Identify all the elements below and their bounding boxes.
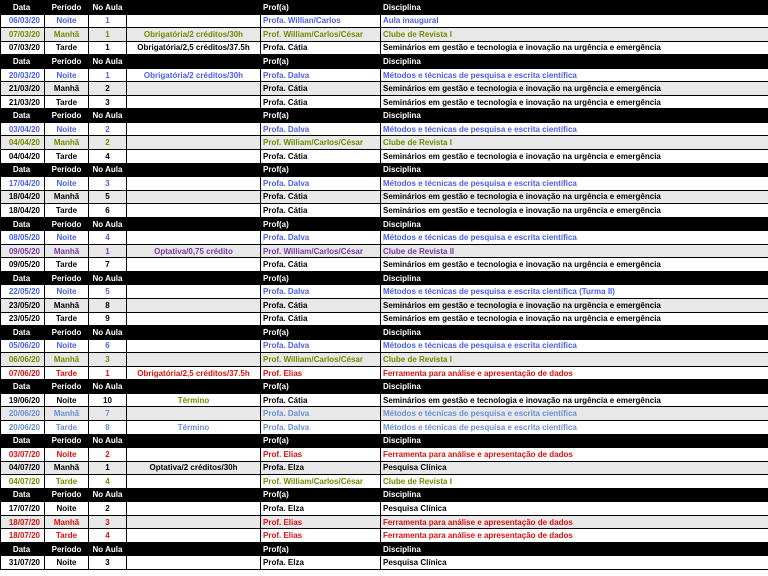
period-cell: Manhã [45,461,89,475]
header-period-cell: Período [45,271,89,285]
period-cell: Noite [45,177,89,191]
table-row [1,95,768,109]
header-notes-cell [127,542,261,556]
professor-cell: Profa. Cátia [261,258,381,272]
discipline-cell: Clube de Revista II [381,244,768,258]
header-professor-cell: Prof(a) [261,326,381,340]
header-date-cell: Data [1,434,45,448]
date-cell: 23/05/20 [1,312,45,326]
header-period-cell: Período [45,434,89,448]
header-discipline-cell: Disciplina [381,55,768,69]
date-cell: 18/07/20 [1,529,45,543]
class-number-cell: 8 [89,420,127,434]
header-discipline-cell: Disciplina [381,109,768,123]
header-row [1,380,768,394]
table-row [1,177,768,191]
table-row [1,122,768,136]
header-discipline-cell: Disciplina [381,271,768,285]
professor-cell: Prof. Elias [261,448,381,462]
date-cell: 04/07/20 [1,475,45,489]
class-number-cell: 1 [89,41,127,55]
header-date-cell: Data [1,109,45,123]
professor-cell: Profa. Dalva [261,231,381,245]
header-row [1,1,768,15]
header-notes-cell [127,163,261,177]
notes-cell [127,529,261,543]
header-discipline-cell: Disciplina [381,380,768,394]
date-cell: 04/04/20 [1,150,45,164]
table-row [1,204,768,218]
header-row [1,326,768,340]
date-cell: 23/05/20 [1,299,45,313]
notes-cell: Obrigatória/2 créditos/30h [127,68,261,82]
discipline-cell: Pesquisa Clínica [381,502,768,516]
date-cell: 07/03/20 [1,28,45,42]
professor-cell: Profa. Elza [261,556,381,570]
professor-cell: Profa. Cátia [261,204,381,218]
professor-cell: Profa. Dalva [261,68,381,82]
period-cell: Tarde [45,420,89,434]
class-number-cell: 10 [89,393,127,407]
class-number-cell: 2 [89,122,127,136]
header-period-cell: Período [45,542,89,556]
header-row [1,542,768,556]
notes-cell [127,258,261,272]
header-row [1,217,768,231]
header-notes-cell [127,488,261,502]
date-cell: 06/06/20 [1,353,45,367]
table-row [1,136,768,150]
header-period-cell: Período [45,380,89,394]
discipline-cell: Clube de Revista I [381,136,768,150]
class-number-cell: 2 [89,448,127,462]
header-notes-cell [127,109,261,123]
table-row [1,244,768,258]
notes-cell [127,353,261,367]
header-date-cell: Data [1,163,45,177]
class-number-cell: 4 [89,231,127,245]
class-number-cell: 4 [89,475,127,489]
notes-cell [127,95,261,109]
professor-cell: Prof. William/Carlos/César [261,28,381,42]
header-notes-cell [127,55,261,69]
discipline-cell: Pesquisa Clínica [381,556,768,570]
class-number-cell: 7 [89,407,127,421]
table-row [1,502,768,516]
professor-cell: Prof. Elias [261,366,381,380]
date-cell: 18/04/20 [1,204,45,218]
period-cell: Noite [45,502,89,516]
date-cell: 07/03/20 [1,41,45,55]
professor-cell: Prof. Elias [261,529,381,543]
header-period-cell: Período [45,1,89,15]
header-notes-cell [127,326,261,340]
header-professor-cell: Prof(a) [261,380,381,394]
notes-cell [127,312,261,326]
table-row [1,366,768,380]
notes-cell [127,448,261,462]
class-number-cell: 2 [89,502,127,516]
period-cell: Manhã [45,136,89,150]
class-number-cell: 4 [89,529,127,543]
date-cell: 04/07/20 [1,461,45,475]
notes-cell: Obrigatória/2,5 créditos/37.5h [127,41,261,55]
professor-cell: Profa. Elza [261,461,381,475]
period-cell: Manhã [45,407,89,421]
date-cell: 03/07/20 [1,448,45,462]
notes-cell [127,502,261,516]
notes-cell [127,150,261,164]
date-cell: 09/05/20 [1,244,45,258]
period-cell: Noite [45,339,89,353]
notes-cell [127,475,261,489]
header-class-number-cell: No Aula [89,163,127,177]
header-date-cell: Data [1,326,45,340]
class-number-cell: 3 [89,177,127,191]
period-cell: Noite [45,556,89,570]
date-cell: 06/03/20 [1,14,45,28]
discipline-cell: Métodos e técnicas de pesquisa e escrita científica [381,420,768,434]
notes-cell: Término [127,393,261,407]
table-row [1,420,768,434]
header-professor-cell: Prof(a) [261,542,381,556]
header-class-number-cell: No Aula [89,217,127,231]
table-row [1,393,768,407]
class-number-cell: 1 [89,244,127,258]
period-cell: Noite [45,448,89,462]
period-cell: Noite [45,14,89,28]
discipline-cell: Seminários em gestão e tecnologia e inovação na urgência e emergência [381,393,768,407]
professor-cell: Prof. William/Carlos/César [261,475,381,489]
header-professor-cell: Prof(a) [261,217,381,231]
header-discipline-cell: Disciplina [381,542,768,556]
class-number-cell: 3 [89,95,127,109]
discipline-cell: Seminários em gestão e tecnologia e inovação na urgência e emergência [381,95,768,109]
period-cell: Tarde [45,366,89,380]
date-cell: 08/05/20 [1,231,45,245]
class-number-cell: 6 [89,339,127,353]
professor-cell: Profa. Elza [261,502,381,516]
header-period-cell: Período [45,488,89,502]
professor-cell: Profa. Dalva [261,177,381,191]
period-cell: Tarde [45,475,89,489]
table-row [1,515,768,529]
header-period-cell: Período [45,55,89,69]
header-row [1,55,768,69]
header-row [1,163,768,177]
professor-cell: Profa. Cátia [261,82,381,96]
header-period-cell: Período [45,217,89,231]
period-cell: Manhã [45,82,89,96]
table-row [1,28,768,42]
table-row [1,150,768,164]
header-row [1,488,768,502]
date-cell: 07/06/20 [1,366,45,380]
header-class-number-cell: No Aula [89,542,127,556]
professor-cell: Profa. Cátia [261,150,381,164]
table-row [1,285,768,299]
table-row [1,339,768,353]
header-professor-cell: Prof(a) [261,55,381,69]
date-cell: 22/05/20 [1,285,45,299]
discipline-cell: Seminários em gestão e tecnologia e inovação na urgência e emergência [381,312,768,326]
discipline-cell: Ferramenta para análise e apresentação de dados [381,529,768,543]
discipline-cell: Ferramenta para análise e apresentação de dados [381,366,768,380]
period-cell: Tarde [45,204,89,218]
discipline-cell: Métodos e técnicas de pesquisa e escrita científica [381,407,768,421]
header-class-number-cell: No Aula [89,109,127,123]
discipline-cell: Métodos e técnicas de pesquisa e escrita científica [381,177,768,191]
header-discipline-cell: Disciplina [381,163,768,177]
notes-cell: Optativa/0,75 crédito [127,244,261,258]
header-discipline-cell: Disciplina [381,217,768,231]
header-professor-cell: Prof(a) [261,271,381,285]
table-row [1,68,768,82]
header-class-number-cell: No Aula [89,434,127,448]
discipline-cell: Seminários em gestão e tecnologia e inovação na urgência e emergência [381,299,768,313]
professor-cell: Profa. Cátia [261,95,381,109]
period-cell: Tarde [45,258,89,272]
header-discipline-cell: Disciplina [381,326,768,340]
header-date-cell: Data [1,55,45,69]
notes-cell [127,14,261,28]
period-cell: Manhã [45,190,89,204]
class-number-cell: 5 [89,190,127,204]
date-cell: 21/03/20 [1,95,45,109]
table-row [1,41,768,55]
table-row [1,529,768,543]
period-cell: Tarde [45,95,89,109]
period-cell: Manhã [45,28,89,42]
class-number-cell: 1 [89,461,127,475]
period-cell: Tarde [45,150,89,164]
header-class-number-cell: No Aula [89,326,127,340]
header-period-cell: Período [45,163,89,177]
notes-cell [127,190,261,204]
table-row [1,475,768,489]
period-cell: Noite [45,68,89,82]
class-number-cell: 4 [89,150,127,164]
header-row [1,271,768,285]
date-cell: 20/03/20 [1,68,45,82]
date-cell: 05/06/20 [1,339,45,353]
class-number-cell: 8 [89,299,127,313]
period-cell: Tarde [45,312,89,326]
header-date-cell: Data [1,1,45,15]
discipline-cell: Seminários em gestão e tecnologia e inovação na urgência e emergência [381,258,768,272]
table-row [1,14,768,28]
professor-cell: Profa. Dalva [261,420,381,434]
period-cell: Manhã [45,515,89,529]
table-row [1,312,768,326]
date-cell: 09/05/20 [1,258,45,272]
class-number-cell: 1 [89,366,127,380]
professor-cell: Profa. Dalva [261,339,381,353]
header-discipline-cell: Disciplina [381,1,768,15]
professor-cell: Prof. Elias [261,515,381,529]
notes-cell [127,407,261,421]
discipline-cell: Seminários em gestão e tecnologia e inovação na urgência e emergência [381,82,768,96]
professor-cell: Profa. Dalva [261,407,381,421]
header-notes-cell [127,434,261,448]
header-class-number-cell: No Aula [89,55,127,69]
header-row [1,434,768,448]
date-cell: 20/06/20 [1,420,45,434]
discipline-cell: Métodos e técnicas de pesquisa e escrita científica [381,231,768,245]
professor-cell: Prof. William/Carlos/César [261,353,381,367]
header-class-number-cell: No Aula [89,488,127,502]
notes-cell [127,285,261,299]
header-date-cell: Data [1,380,45,394]
professor-cell: Profa. Dalva [261,285,381,299]
notes-cell: Término [127,420,261,434]
discipline-cell: Métodos e técnicas de pesquisa e escrita científica (Turma II) [381,285,768,299]
date-cell: 17/07/20 [1,502,45,516]
table-row [1,258,768,272]
class-number-cell: 2 [89,136,127,150]
discipline-cell: Aula inaugural [381,14,768,28]
discipline-cell: Pesquisa Clínica [381,461,768,475]
header-notes-cell [127,271,261,285]
date-cell: 18/04/20 [1,190,45,204]
header-date-cell: Data [1,542,45,556]
period-cell: Tarde [45,41,89,55]
professor-cell: Prof. William/Carlos/César [261,136,381,150]
discipline-cell: Métodos e técnicas de pesquisa e escrita científica [381,68,768,82]
period-cell: Manhã [45,299,89,313]
notes-cell [127,136,261,150]
class-number-cell: 1 [89,28,127,42]
header-professor-cell: Prof(a) [261,488,381,502]
period-cell: Noite [45,285,89,299]
discipline-cell: Clube de Revista I [381,475,768,489]
header-notes-cell [127,380,261,394]
header-period-cell: Período [45,109,89,123]
class-number-cell: 3 [89,353,127,367]
notes-cell [127,339,261,353]
discipline-cell: Seminários em gestão e tecnologia e inovação na urgência e emergência [381,190,768,204]
table-row [1,407,768,421]
header-row [1,109,768,123]
professor-cell: Profa. Cátia [261,312,381,326]
notes-cell [127,122,261,136]
discipline-cell: Seminários em gestão e tecnologia e inovação na urgência e emergência [381,41,768,55]
notes-cell: Obrigatória/2 créditos/30h [127,28,261,42]
table-row [1,82,768,96]
professor-cell: Profa. Cátia [261,190,381,204]
date-cell: 21/03/20 [1,82,45,96]
class-number-cell: 2 [89,82,127,96]
period-cell: Noite [45,122,89,136]
date-cell: 18/07/20 [1,515,45,529]
period-cell: Manhã [45,244,89,258]
class-number-cell: 9 [89,312,127,326]
date-cell: 17/04/20 [1,177,45,191]
period-cell: Manhã [45,353,89,367]
header-class-number-cell: No Aula [89,1,127,15]
discipline-cell: Clube de Revista I [381,353,768,367]
professor-cell: Profa. Cátia [261,41,381,55]
professor-cell: Profa. Dalva [261,122,381,136]
discipline-cell: Ferramenta para análise e apresentação de dados [381,448,768,462]
header-class-number-cell: No Aula [89,380,127,394]
period-cell: Noite [45,231,89,245]
class-number-cell: 5 [89,285,127,299]
discipline-cell: Métodos e técnicas de pesquisa e escrita científica [381,339,768,353]
notes-cell: Obrigatória/2,5 créditos/37.5h [127,366,261,380]
table-row [1,231,768,245]
notes-cell: Optativa/2 créditos/30h [127,461,261,475]
notes-cell [127,177,261,191]
class-number-cell: 3 [89,515,127,529]
discipline-cell: Seminários em gestão e tecnologia e inovação na urgência e emergência [381,150,768,164]
notes-cell [127,82,261,96]
table-row [1,448,768,462]
schedule-body [1,1,768,570]
table-row [1,299,768,313]
professor-cell: Profa. Willian/Carlos [261,14,381,28]
date-cell: 20/06/20 [1,407,45,421]
notes-cell [127,556,261,570]
discipline-cell: Ferramenta para análise e apresentação de dados [381,515,768,529]
header-professor-cell: Prof(a) [261,109,381,123]
date-cell: 31/07/20 [1,556,45,570]
header-date-cell: Data [1,488,45,502]
class-number-cell: 6 [89,204,127,218]
table-row [1,190,768,204]
date-cell: 19/06/20 [1,393,45,407]
table-row [1,353,768,367]
header-period-cell: Período [45,326,89,340]
discipline-cell: Seminários em gestão e tecnologia e inovação na urgência e emergência [381,204,768,218]
professor-cell: Prof. William/Carlos/César [261,244,381,258]
class-number-cell: 1 [89,14,127,28]
notes-cell [127,231,261,245]
date-cell: 03/04/20 [1,122,45,136]
header-notes-cell [127,1,261,15]
header-date-cell: Data [1,271,45,285]
class-number-cell: 3 [89,556,127,570]
table-row [1,461,768,475]
header-date-cell: Data [1,217,45,231]
header-professor-cell: Prof(a) [261,434,381,448]
header-class-number-cell: No Aula [89,271,127,285]
table-row [1,556,768,570]
notes-cell [127,204,261,218]
period-cell: Tarde [45,529,89,543]
header-professor-cell: Prof(a) [261,163,381,177]
header-professor-cell: Prof(a) [261,1,381,15]
header-discipline-cell: Disciplina [381,434,768,448]
notes-cell [127,515,261,529]
professor-cell: Profa. Cátia [261,299,381,313]
discipline-cell: Métodos e técnicas de pesquisa e escrita científica [381,122,768,136]
class-number-cell: 1 [89,68,127,82]
discipline-cell: Clube de Revista I [381,28,768,42]
period-cell: Noite [45,393,89,407]
date-cell: 04/04/20 [1,136,45,150]
professor-cell: Profa. Cátia [261,393,381,407]
header-discipline-cell: Disciplina [381,488,768,502]
notes-cell [127,299,261,313]
header-notes-cell [127,217,261,231]
class-number-cell: 7 [89,258,127,272]
